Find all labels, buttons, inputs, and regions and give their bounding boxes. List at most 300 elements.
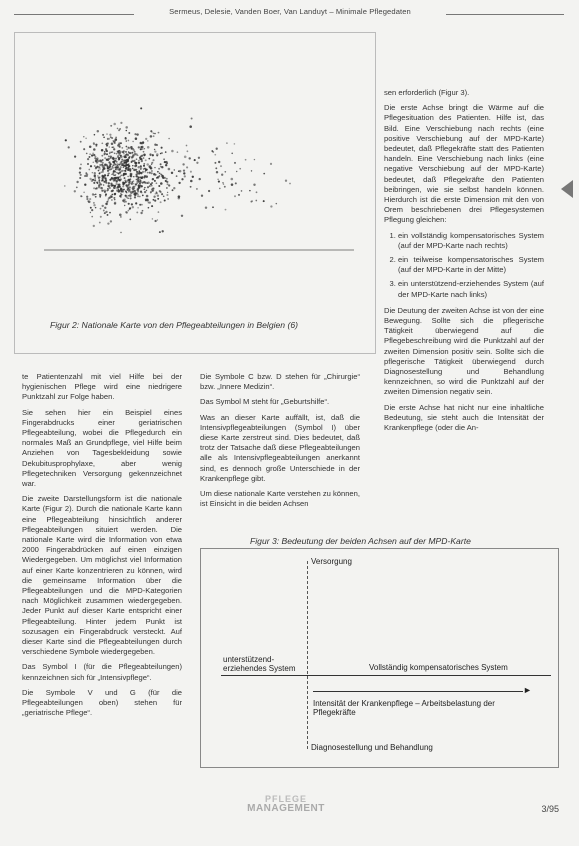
left-column bbox=[22, 372, 182, 724]
scatter-dot bbox=[132, 206, 134, 208]
right-paragraph: Die erste Achse hat nicht nur eine inhaltliche Bedeutung, sie steht auch die Intensität der Krankenpflege (oder die An- bbox=[384, 402, 544, 433]
axis-label-top: Versorgung bbox=[311, 557, 352, 566]
scatter-dot bbox=[139, 196, 141, 198]
scatter-dot bbox=[107, 214, 109, 216]
left-paragraph: Das Symbol I (für die Pflegeabteilungen) kennzeichnen sich für „Intensivpflege“. bbox=[22, 662, 182, 682]
scatter-dot bbox=[112, 185, 114, 187]
scatter-dot bbox=[86, 196, 88, 198]
scatter-dot bbox=[162, 230, 164, 232]
scatter-dot bbox=[160, 153, 162, 155]
scatter-dot bbox=[191, 118, 193, 120]
scatter-dot bbox=[263, 200, 265, 202]
scatter-dot bbox=[139, 204, 141, 206]
scatter-dot bbox=[115, 158, 117, 160]
scatter-dot bbox=[119, 145, 121, 147]
scatter-dot bbox=[110, 220, 112, 222]
scatter-dot bbox=[100, 194, 102, 196]
scatter-dot bbox=[218, 161, 220, 163]
scatter-dot bbox=[129, 194, 132, 197]
middle-paragraph: Was an dieser Karte auffällt, ist, daß die Intensivpflegeabteilungen (Symbol I) über diese Karte zerstreut sind. Dies bedeutet, daß trotz der Tatsache daß diese Pflegeabteilungen alle als Intensivpflegeabteilungen anerkannt sind, es dennoch große Unterschiede in der Krankenpflege gibt. bbox=[200, 412, 360, 483]
scatter-dot bbox=[103, 136, 105, 138]
scatter-dot bbox=[104, 212, 106, 214]
scatter-dot bbox=[142, 210, 144, 212]
scatter-dot bbox=[122, 163, 125, 166]
scatter-dot bbox=[88, 201, 91, 204]
scatter-dot bbox=[136, 133, 138, 135]
scatter-dot bbox=[168, 184, 170, 186]
left-paragraph: te Patientenzahl mit viel Hilfe bei der hygienischen Pflege wird eine niedrigere Punktzahl zur Folge haben. bbox=[22, 372, 182, 402]
scatter-dot bbox=[217, 179, 218, 180]
scatter-dot bbox=[158, 185, 160, 187]
scatter-dot bbox=[208, 190, 210, 192]
scatter-dot bbox=[153, 135, 155, 137]
scatter-dot bbox=[158, 168, 160, 170]
scatter-dot bbox=[97, 130, 99, 132]
scatter-dot bbox=[96, 157, 98, 159]
scatter-dot bbox=[122, 151, 124, 153]
scatter-dot bbox=[79, 177, 81, 179]
scatter-dot bbox=[128, 203, 130, 205]
scatter-dot bbox=[146, 190, 147, 191]
scatter-dot bbox=[90, 207, 92, 209]
scatter-dot bbox=[161, 166, 163, 168]
scatter-dot bbox=[116, 179, 118, 181]
scatter-dot bbox=[270, 205, 272, 207]
scatter-dot bbox=[106, 153, 108, 155]
scatter-dot bbox=[153, 199, 155, 201]
page-number: 3/95 bbox=[541, 804, 559, 814]
scatter-dot bbox=[115, 183, 117, 185]
scatter-dot bbox=[100, 208, 102, 210]
scatter-dot bbox=[152, 218, 154, 220]
scatter-dot bbox=[154, 133, 156, 135]
right-column bbox=[384, 88, 544, 438]
scatter-dot bbox=[97, 183, 99, 185]
scatter-dot bbox=[114, 199, 116, 201]
scatter-dot bbox=[238, 194, 240, 196]
scatter-dot bbox=[137, 178, 139, 180]
scatter-dot bbox=[92, 172, 94, 174]
scatter-dot bbox=[163, 196, 165, 198]
scatter-dot bbox=[84, 184, 86, 186]
scatter-dot bbox=[122, 189, 124, 191]
scatter-dot bbox=[138, 161, 140, 163]
scatter-dot bbox=[109, 134, 111, 136]
axis-label-left: unterstützend-erziehendes System bbox=[223, 655, 296, 673]
scatter-dot bbox=[220, 165, 222, 167]
scatter-dot bbox=[110, 195, 112, 197]
scatter-dot bbox=[128, 164, 130, 166]
scatter-dot bbox=[89, 153, 91, 155]
axis-label-bottom: Diagnosestellung und Behandlung bbox=[311, 743, 433, 752]
scatter-dot bbox=[103, 181, 105, 183]
scatter-dot bbox=[120, 193, 122, 195]
figure-2-caption-text: Nationale Karte von den Pflegeabteilungen in Belgien (6) bbox=[81, 320, 298, 330]
right-paragraph: sen erforderlich (Figur 3). bbox=[384, 88, 470, 97]
scatter-dot bbox=[115, 137, 116, 138]
scatter-dot bbox=[97, 166, 100, 169]
scatter-dot bbox=[109, 146, 111, 148]
scatter-dot bbox=[128, 156, 130, 158]
scatter-dot bbox=[110, 125, 112, 127]
scatter-dot bbox=[120, 122, 122, 124]
scatter-dot bbox=[95, 193, 97, 195]
scatter-dot bbox=[100, 187, 103, 190]
scatter-dot bbox=[156, 182, 158, 184]
scatter-dot bbox=[160, 201, 162, 203]
scatter-dot bbox=[118, 129, 120, 131]
scatter-dot bbox=[154, 180, 156, 182]
scatter-dot bbox=[138, 170, 140, 172]
scatter-dot bbox=[120, 142, 122, 144]
scatter-dot bbox=[161, 147, 163, 149]
figure-3-caption: Figur 3: Bedeutung der beiden Achsen auf der MPD-Karte bbox=[250, 536, 471, 546]
scatter-dot bbox=[147, 146, 150, 149]
scatter-dot bbox=[140, 148, 142, 150]
scatter-dot bbox=[143, 151, 145, 153]
scatter-dot bbox=[187, 150, 189, 152]
scatter-dot bbox=[181, 215, 183, 217]
scatter-dot bbox=[143, 163, 145, 165]
scatter-dot bbox=[276, 203, 277, 204]
left-paragraph: Sie sehen hier ein Beispiel eines Fingerabdrucks einer geriatrischen Pflegeabteilung, wobei die Pflegedurch ein normales Maß an Grundpflege, viel Hilfe beim Anziehen von Tagesbekleidung sowie Dekubitusprophylaxe, aber wenig Pflegetechniken Versorgung gekennzeichnet war. bbox=[22, 407, 182, 489]
scatter-dot bbox=[179, 170, 182, 173]
scatter-dot bbox=[140, 167, 142, 169]
scatter-dot bbox=[118, 179, 121, 182]
scatter-dot bbox=[134, 186, 136, 188]
scatter-dot bbox=[89, 156, 91, 158]
scatter-dot bbox=[95, 188, 97, 190]
scatter-dot bbox=[141, 146, 144, 149]
scatter-dot bbox=[105, 193, 107, 195]
scatter-dot bbox=[139, 183, 141, 185]
scatter-dot bbox=[131, 152, 133, 154]
scatter-dot bbox=[94, 172, 96, 174]
scatter-dot bbox=[95, 167, 97, 169]
scatter-dot bbox=[99, 196, 101, 198]
scatter-dot bbox=[125, 160, 127, 162]
scatter-dot bbox=[140, 155, 142, 157]
logo-line-1: PFLEGE bbox=[264, 794, 307, 804]
scatter-dot bbox=[114, 163, 116, 165]
scatter-dot bbox=[152, 178, 154, 180]
scatter-dot bbox=[154, 167, 155, 168]
scatter-dot bbox=[116, 163, 118, 165]
scatter-dot bbox=[113, 123, 116, 126]
scatter-dot bbox=[141, 192, 143, 194]
scatter-dot bbox=[138, 160, 140, 162]
scatter-dot bbox=[223, 183, 224, 184]
scatter-dot bbox=[150, 192, 152, 194]
scatter-dot bbox=[113, 197, 115, 199]
scatter-dot bbox=[93, 182, 95, 184]
scatter-dot bbox=[122, 181, 124, 183]
scatter-dot bbox=[151, 170, 153, 172]
scatter-dot bbox=[152, 190, 154, 192]
scatter-dot bbox=[133, 183, 135, 185]
scatter-dot bbox=[151, 162, 153, 164]
scatter-dot bbox=[140, 165, 142, 167]
scatter-dot bbox=[144, 168, 146, 170]
scatter-dot bbox=[184, 156, 187, 159]
scatter-dot bbox=[164, 161, 166, 163]
scatter-dot bbox=[134, 151, 136, 153]
logo-line-2: MANAGEMENT bbox=[247, 803, 325, 814]
scatter-dot bbox=[118, 154, 119, 155]
scatter-dot bbox=[196, 162, 198, 164]
scatter-dot bbox=[138, 146, 140, 148]
scatter-dot bbox=[104, 174, 106, 176]
scatter-dot bbox=[93, 187, 95, 189]
scatter-dot bbox=[140, 142, 143, 145]
scatter-dot bbox=[196, 188, 198, 190]
scatter-dot bbox=[101, 155, 103, 157]
scatter-dot bbox=[80, 141, 82, 143]
scatter-dot bbox=[124, 180, 126, 182]
scatter-dot bbox=[114, 202, 116, 204]
scatter-dot bbox=[76, 181, 78, 183]
scatter-dot bbox=[190, 180, 193, 183]
scatter-dots bbox=[64, 107, 291, 233]
scatter-dot bbox=[101, 205, 103, 207]
scatter-dot bbox=[239, 168, 241, 170]
scatter-dot bbox=[127, 169, 129, 171]
scatter-dot bbox=[125, 195, 127, 197]
scatter-dot bbox=[212, 206, 214, 208]
scatter-dot bbox=[172, 189, 174, 191]
scatter-dot bbox=[93, 204, 95, 206]
scatter-dot bbox=[126, 130, 128, 132]
middle-paragraph: Um diese nationale Karte verstehen zu können, ist Einsicht in die beiden Achsen bbox=[200, 489, 360, 509]
scatter-dot bbox=[181, 178, 183, 180]
scatter-dot bbox=[76, 187, 78, 189]
scatter-dot bbox=[160, 163, 162, 165]
scatter-dot bbox=[157, 194, 159, 196]
scatter-dot bbox=[79, 171, 81, 173]
scatter-dot bbox=[117, 177, 119, 179]
scatter-dot bbox=[139, 179, 141, 181]
scatter-dot bbox=[100, 160, 103, 163]
scatter-dot bbox=[123, 199, 126, 202]
scatter-dot bbox=[141, 204, 143, 206]
scatter-dot bbox=[250, 201, 252, 203]
scatter-dot bbox=[234, 195, 236, 197]
scatter-dot bbox=[178, 197, 180, 199]
running-head: Sermeus, Delesie, Vanden Boer, Van Landuyt – Minimale Pflegedaten bbox=[169, 7, 411, 16]
scatter-dot bbox=[205, 206, 207, 208]
scatter-dot bbox=[154, 220, 156, 222]
scatter-dot bbox=[167, 183, 169, 185]
scatter-dot bbox=[83, 148, 85, 150]
scatter-dot bbox=[176, 175, 178, 177]
scatter-dot bbox=[124, 177, 126, 179]
scatter-dot bbox=[114, 142, 116, 144]
scatter-dot bbox=[141, 160, 143, 162]
scatter-dot bbox=[127, 160, 129, 162]
scatter-dot bbox=[90, 165, 92, 167]
scatter-dot bbox=[182, 163, 184, 165]
scatter-dot bbox=[129, 152, 131, 154]
scatter-dot bbox=[119, 214, 122, 217]
scatter-dot bbox=[87, 163, 89, 165]
scatter-dot bbox=[94, 165, 96, 167]
scatter-dot bbox=[135, 183, 137, 185]
scatter-dot bbox=[226, 142, 228, 144]
scatter-dot bbox=[127, 176, 128, 177]
scatter-dot bbox=[139, 185, 141, 187]
left-paragraph: Die zweite Darstellungsform ist die nationale Karte (Figur 2). Durch die nationale Karte kann eine Pflegeabteilung hinsichtlich anderer Pflegeabteilungen situiert werden. Die nationale Karte wird die Information von etwa 2000 Fingerabdrücken auf einen einzigen Wiedergegeben. Um möglichst viel Information auf einer Karte konzentrieren zu können, wird die gemeinsame Information über die Pflegeabteilungen und die MPD-Kategorien nach Möglichkeit zusammen wiedergegeben. Jeder Punkt auf dieser Karte entspricht einer Pflegeabteilung. Hinter jedem Punkt ist sozusagen ein Fingerabdruck versteckt. Auf dieser Karte sind die Pflegeabteilungen durch verschiedene Symbole wiedergegeben. bbox=[22, 494, 182, 657]
scatter-dot bbox=[158, 211, 160, 213]
scatter-dot bbox=[121, 191, 122, 192]
scatter-dot bbox=[192, 176, 194, 178]
scatter-dot bbox=[160, 191, 162, 193]
scatter-dot bbox=[127, 189, 128, 190]
scatter-dot bbox=[131, 157, 132, 158]
scatter-dot bbox=[146, 169, 148, 171]
scatter-dot bbox=[166, 162, 168, 164]
scatter-dot bbox=[166, 178, 168, 180]
scatter-dot bbox=[125, 211, 127, 213]
scatter-dot bbox=[124, 173, 126, 175]
horizontal-axis bbox=[221, 675, 551, 676]
scatter-dot bbox=[157, 198, 159, 200]
scatter-dot bbox=[74, 156, 76, 158]
scatter-dot bbox=[145, 138, 147, 140]
scatter-dot bbox=[131, 203, 133, 205]
scatter-dot bbox=[112, 157, 115, 160]
scatter-dot bbox=[137, 195, 139, 197]
scatter-dot bbox=[85, 138, 87, 140]
scatter-dot bbox=[92, 179, 94, 181]
scatter-dot bbox=[104, 207, 106, 209]
scatter-dot bbox=[218, 181, 220, 183]
scatter-dot bbox=[145, 159, 147, 161]
scatter-dot bbox=[112, 164, 114, 166]
scatter-dot bbox=[121, 159, 122, 160]
scatter-dot bbox=[234, 162, 236, 164]
scatter-dot bbox=[101, 190, 103, 192]
journal-logo bbox=[236, 795, 336, 814]
scatter-dot bbox=[119, 159, 120, 160]
scatter-dot bbox=[256, 191, 258, 193]
scatter-dot bbox=[142, 195, 144, 197]
scatter-dot bbox=[84, 175, 86, 177]
scatter-dot bbox=[108, 169, 110, 171]
scatter-dot bbox=[125, 191, 127, 193]
scatter-dot bbox=[201, 195, 203, 197]
scatter-dot bbox=[127, 198, 128, 199]
scatter-dot bbox=[166, 187, 168, 189]
scatter-dot bbox=[119, 151, 122, 154]
scatter-dot bbox=[129, 179, 131, 181]
scatter-dot bbox=[91, 216, 93, 218]
scatter-dot bbox=[102, 171, 104, 173]
scatter-dot bbox=[190, 186, 192, 188]
scatter-dot bbox=[102, 134, 104, 136]
scatter-dot bbox=[110, 183, 112, 185]
scatter-dot bbox=[125, 140, 127, 142]
scatter-dot bbox=[171, 150, 174, 153]
arrow-head: ► bbox=[523, 685, 532, 695]
scatter-dot bbox=[263, 173, 265, 175]
list-item: 2. ein teilweise kompensatorisches System (auf der MPD-Karte in der Mitte) bbox=[398, 255, 544, 275]
scatter-dot bbox=[65, 139, 67, 141]
scatter-dot bbox=[156, 177, 158, 179]
scatter-dot bbox=[93, 202, 95, 204]
scatter-dot bbox=[289, 183, 291, 185]
scatter-dot bbox=[101, 149, 104, 152]
scatter-dot bbox=[131, 161, 133, 163]
scatter-dot bbox=[81, 196, 82, 197]
scatter-dot bbox=[130, 191, 132, 193]
scatter-dot bbox=[93, 148, 96, 151]
scatter-dot bbox=[151, 172, 153, 174]
scatter-dot bbox=[101, 142, 103, 144]
scatter-dot bbox=[136, 211, 138, 213]
scatter-dot bbox=[116, 153, 118, 155]
scatter-dot bbox=[105, 203, 108, 206]
scatter-dot bbox=[106, 145, 108, 147]
scatter-dot bbox=[190, 171, 192, 173]
scatter-dot bbox=[133, 190, 136, 193]
scatter-dot bbox=[137, 189, 140, 192]
scatter-dot bbox=[86, 153, 88, 155]
scatter-dot bbox=[93, 162, 95, 164]
scatter-dot bbox=[90, 212, 91, 213]
scatter-dot bbox=[133, 180, 135, 182]
scatter-dot bbox=[134, 133, 136, 135]
scatter-dot bbox=[222, 182, 224, 184]
scatter-dot bbox=[183, 172, 185, 174]
scatter-dot bbox=[231, 178, 234, 181]
scatter-dot bbox=[157, 171, 159, 173]
scatter-dot bbox=[107, 189, 109, 191]
scatter-dot bbox=[251, 170, 252, 171]
side-tab-marker bbox=[561, 180, 573, 198]
scatter-dot bbox=[155, 193, 156, 194]
scatter-dot bbox=[91, 154, 93, 156]
scatter-dot bbox=[129, 207, 131, 209]
scatter-dot bbox=[249, 190, 251, 192]
scatter-dot bbox=[177, 151, 179, 153]
scatter-dot bbox=[125, 151, 127, 153]
scatter-dot bbox=[157, 219, 158, 220]
scatter-dot bbox=[219, 188, 221, 190]
scatter-dot bbox=[134, 165, 137, 168]
scatter-dot bbox=[194, 159, 196, 161]
scatter-dot bbox=[103, 210, 105, 212]
scatter-dot bbox=[98, 186, 100, 188]
scatter-dot bbox=[186, 166, 188, 168]
figure-2-caption bbox=[50, 320, 370, 330]
scatter-dot bbox=[159, 172, 161, 174]
scatter-dot bbox=[128, 190, 130, 192]
scatter-dot bbox=[151, 163, 152, 164]
scatter-dot bbox=[270, 163, 272, 165]
scatter-dot bbox=[152, 154, 154, 156]
scatter-dot bbox=[108, 182, 110, 184]
scatter-dot bbox=[153, 196, 155, 198]
scatter-dot bbox=[164, 199, 166, 201]
scatter-dot bbox=[235, 182, 237, 184]
scatter-dot bbox=[104, 163, 106, 165]
scatter-dot bbox=[106, 143, 108, 145]
scatter-dot bbox=[104, 191, 106, 193]
scatter-dot bbox=[86, 198, 88, 200]
scatter-dot bbox=[109, 179, 111, 181]
scatter-dot bbox=[109, 165, 111, 167]
scatter-dot bbox=[95, 144, 97, 146]
